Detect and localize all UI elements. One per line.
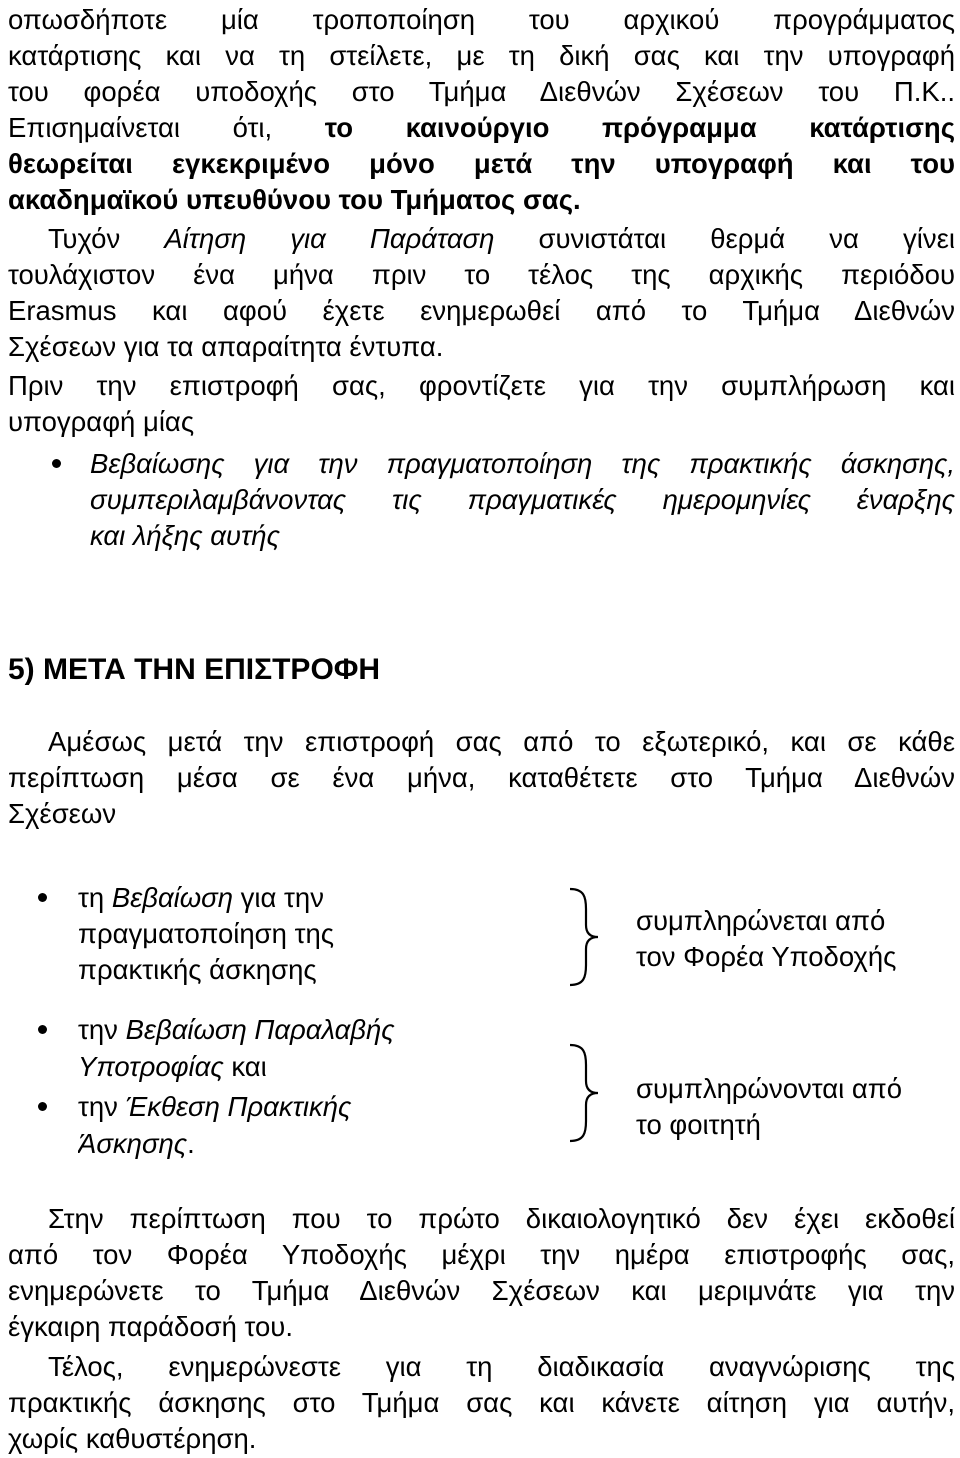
text-line: Σχέσεων bbox=[8, 798, 117, 829]
text-line: Σχέσεων για τα απαραίτητα έντυπα. bbox=[8, 331, 444, 362]
text-line: τουλάχιστον ένα μήνα πριν το τέλος της αρχικής περιόδου bbox=[8, 259, 955, 290]
text-line: θεωρείται εγκεκριμένο μόνο μετά την υπογραφή και του bbox=[8, 148, 955, 179]
note-line: το φοιτητή bbox=[636, 1109, 761, 1140]
italic-text-run: Έκθεση Πρακτικής bbox=[125, 1091, 352, 1122]
text-line: Πριν την επιστροφή σας, φροντίζετε για την συμπλήρωση και bbox=[8, 370, 955, 401]
text-line: από τον Φορέα Υποδοχής μέχρι την ημέρα επιστροφής σας, bbox=[8, 1239, 955, 1270]
text-line: υπογραφή μίας bbox=[8, 406, 195, 437]
text-run: για την bbox=[240, 882, 324, 913]
text-line: χωρίς καθυστέρηση. bbox=[8, 1423, 257, 1454]
text-line bbox=[78, 1012, 498, 1048]
text-line bbox=[78, 1126, 498, 1162]
text-line bbox=[78, 1089, 498, 1125]
text-line: Στην περίπτωση που το πρώτο δικαιολογητικό δεν έχει εκδοθεί bbox=[48, 1203, 955, 1234]
text-run: την bbox=[78, 1091, 118, 1122]
text-line: Τέλος, ενημερώνεστε για τη διαδικασία αναγνώρισης της bbox=[48, 1351, 955, 1382]
text-line: κατάρτισης και να τη στείλετε, με τη δική σας και την υπογραφή bbox=[8, 40, 955, 71]
text-line: Βεβαίωσης για την πραγματοποίηση της πρακτικής άσκησης, bbox=[90, 448, 955, 479]
text-line bbox=[8, 110, 955, 146]
bullet-icon bbox=[38, 1025, 47, 1034]
text-run: Τυχόν bbox=[48, 223, 121, 254]
text-run: . bbox=[187, 1128, 195, 1159]
text-line: του φορέα υποδοχής στο Τμήμα Διεθνών Σχέσεων του Π.Κ.. bbox=[8, 76, 955, 107]
text-line bbox=[78, 880, 498, 916]
text-line bbox=[78, 1049, 498, 1085]
text-run: Επισημαίνεται ότι, bbox=[8, 112, 273, 143]
text-line: Αμέσως μετά την επιστροφή σας από το εξωτερικό, και σε κάθε bbox=[48, 726, 955, 757]
text-line: πρακτικής άσκησης στο Τμήμα σας και κάνετε αίτηση για αυτήν, bbox=[8, 1387, 955, 1418]
italic-text-run: Άσκησης bbox=[78, 1128, 188, 1159]
right-brace-icon bbox=[562, 1043, 612, 1143]
italic-text-run: Βεβαίωση bbox=[111, 882, 234, 913]
text-run: την bbox=[78, 1014, 118, 1045]
text-line: συμπεριλαμβάνοντας τις πραγματικές ημερομηνίες έναρξης bbox=[90, 484, 955, 515]
right-brace-icon bbox=[562, 887, 612, 987]
note-line: τον Φορέα Υποδοχής bbox=[636, 941, 897, 972]
bold-text-run: το καινούργιο πρόγραμμα κατάρτισης bbox=[324, 112, 955, 143]
text-line: ακαδημαϊκού υπευθύνου του Τμήματος σας. bbox=[8, 184, 581, 215]
note-line: συμπληρώνεται από bbox=[636, 905, 886, 936]
text-run: και bbox=[231, 1051, 267, 1082]
italic-text-run: Βεβαίωση Παραλαβής bbox=[125, 1014, 395, 1045]
bullet-icon bbox=[38, 1102, 47, 1111]
section-heading: 5) ΜΕΤΑ ΤΗΝ ΕΠΙΣΤΡΟΦΗ bbox=[8, 653, 381, 686]
text-line: και λήξης αυτής bbox=[90, 520, 280, 551]
text-line: πραγματοποίηση της bbox=[78, 918, 334, 949]
text-line: έγκαιρη παράδοσή του. bbox=[8, 1311, 293, 1342]
text-line: Erasmus και αφού έχετε ενημερωθεί από το Τμήμα Διεθνών bbox=[8, 295, 955, 326]
text-line: περίπτωση μέσα σε ένα μήνα, καταθέτετε στο Τμήμα Διεθνών bbox=[8, 762, 955, 793]
text-line: οπωσδήποτε μία τροποποίηση του αρχικού προγράμματος bbox=[8, 4, 955, 35]
text-line: ενημερώνετε το Τμήμα Διεθνών Σχέσεων και μεριμνάτε για την bbox=[8, 1275, 955, 1306]
text-run: τη bbox=[78, 882, 105, 913]
italic-text-run: Υποτροφίας bbox=[78, 1051, 224, 1082]
text-line bbox=[48, 221, 955, 257]
italic-text-run: Αίτηση για Παράταση bbox=[164, 223, 495, 254]
bullet-icon bbox=[38, 893, 47, 902]
bullet-icon bbox=[52, 459, 61, 468]
text-run: συνιστάται θερμά να γίνει bbox=[538, 223, 955, 254]
text-line: πρακτικής άσκησης bbox=[78, 954, 317, 985]
note-line: συμπληρώνονται από bbox=[636, 1073, 903, 1104]
